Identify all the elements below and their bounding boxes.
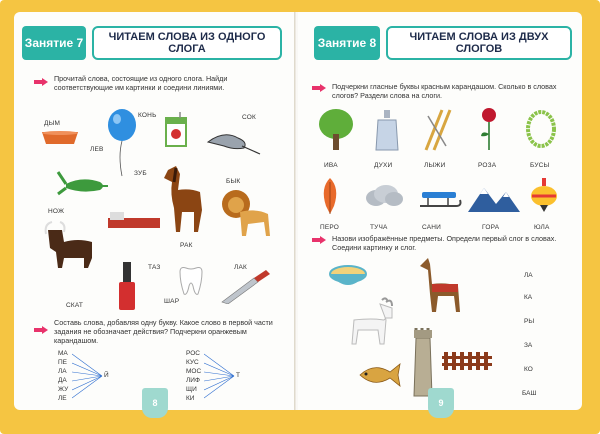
instruction-text: Прочитай слова, состоящие из одного слога. Найди соответствующие им картинки и соедини линиями. — [54, 74, 228, 92]
feather-icon — [320, 176, 340, 216]
horse-icon — [160, 164, 208, 234]
connector-lines — [204, 352, 238, 400]
fish-icon — [356, 362, 402, 388]
syllable: ДА — [58, 377, 67, 384]
lesson-badge: Занятие 7 — [22, 26, 86, 60]
syllable: КА — [524, 294, 533, 301]
bull-icon — [42, 218, 96, 268]
syllable: ЖУ — [58, 386, 69, 393]
connector-lines — [72, 352, 106, 400]
fence-icon — [442, 350, 496, 370]
syllable: ЛА — [524, 272, 533, 279]
skis-icon — [422, 106, 456, 152]
bowl-icon — [40, 130, 80, 148]
page-number: 8 — [142, 388, 168, 418]
syllable: КУС — [186, 359, 199, 366]
knife-icon — [220, 268, 272, 304]
willow-icon — [318, 108, 354, 152]
syllable: БАШ — [522, 390, 537, 397]
word-label: ПЕРО — [320, 224, 340, 231]
stingray-icon — [204, 128, 262, 158]
beads-icon — [524, 108, 558, 150]
syllable: ЛИФ — [186, 377, 200, 384]
lesson-badge: Занятие 8 — [314, 26, 380, 60]
word-label: ИВА — [324, 162, 338, 169]
word-label: БЫК — [226, 178, 241, 185]
lesson-title: ЧИТАЕМ СЛОВА ИЗ ДВУХ СЛОГОВ — [386, 26, 572, 60]
mountain-icon — [468, 184, 520, 212]
syllable: МА — [58, 350, 68, 357]
word-label: СОК — [242, 114, 256, 121]
tooth-icon — [178, 266, 204, 296]
nail-polish-icon — [118, 262, 136, 312]
perfume-icon — [374, 110, 400, 152]
syllable: ЩИ — [186, 386, 197, 393]
word-label: ТАЗ — [148, 264, 161, 271]
porridge-bowl-icon — [328, 264, 368, 292]
word-label: ДЫМ — [44, 120, 61, 127]
instruction-text: Подчеркни гласные буквы красным карандашом. Сколько в словах слогов? Раздели слова на слоги. — [332, 82, 557, 100]
syllable: ЛЕ — [58, 395, 67, 402]
spinning-top-icon — [530, 178, 558, 214]
arrow-icon — [34, 78, 48, 86]
lion-icon — [220, 188, 274, 240]
word-label: ШАР — [164, 298, 180, 305]
syllable: РОС — [186, 350, 200, 357]
word-label: РОЗА — [478, 162, 497, 169]
juice-box-icon — [164, 112, 188, 148]
word-label: ЮЛА — [534, 224, 550, 231]
rose-icon — [478, 106, 500, 152]
word-label: НОЖ — [48, 208, 65, 215]
word-label: КОНЬ — [138, 112, 157, 119]
target-letter: Т — [236, 372, 240, 379]
syllable: КО — [524, 366, 533, 373]
right-page — [298, 12, 582, 410]
word-label: ГОРА — [482, 224, 500, 231]
target-letter: Й — [104, 372, 109, 379]
word-label: РАК — [180, 242, 193, 249]
syllable: ЛА — [58, 368, 67, 375]
word-label: САНИ — [422, 224, 442, 231]
word-label: ЛЫЖИ — [424, 162, 446, 169]
arrow-icon — [312, 236, 326, 244]
cloud-icon — [364, 184, 404, 208]
page-number: 9 — [428, 388, 454, 418]
word-label: ТУЧА — [370, 224, 388, 231]
instruction-text: Составь слова, добавляя одну букву. Какое слово в первой части задания не обозначает действия? Подчеркни оранжевым карандашом. — [54, 318, 273, 345]
toothbrush-icon — [106, 210, 162, 236]
word-label: СКАТ — [66, 302, 84, 309]
llama-icon — [418, 256, 468, 316]
word-label: ЛЕВ — [90, 146, 104, 153]
word-label: ЛАК — [234, 264, 247, 271]
instruction-text: Назови изображённые предметы. Определи первый слог в словах. Соедини картинку и слог. — [332, 234, 557, 252]
left-page — [14, 12, 296, 410]
syllable: КИ — [186, 395, 195, 402]
syllable: МОС — [186, 368, 202, 375]
arrow-icon — [34, 326, 48, 334]
syllable: ЗА — [524, 342, 533, 349]
syllable: РЫ — [524, 318, 535, 325]
sled-icon — [416, 188, 462, 210]
arrow-icon — [312, 84, 326, 92]
lesson-title: ЧИТАЕМ СЛОВА ИЗ ОДНОГО СЛОГА — [92, 26, 282, 60]
word-label: ДУХИ — [374, 162, 393, 169]
word-label: ЗУБ — [134, 170, 147, 177]
word-label: БУСЫ — [530, 162, 550, 169]
goat-icon — [342, 296, 398, 346]
lobster-icon — [56, 164, 110, 198]
syllable: ПЕ — [58, 359, 68, 366]
